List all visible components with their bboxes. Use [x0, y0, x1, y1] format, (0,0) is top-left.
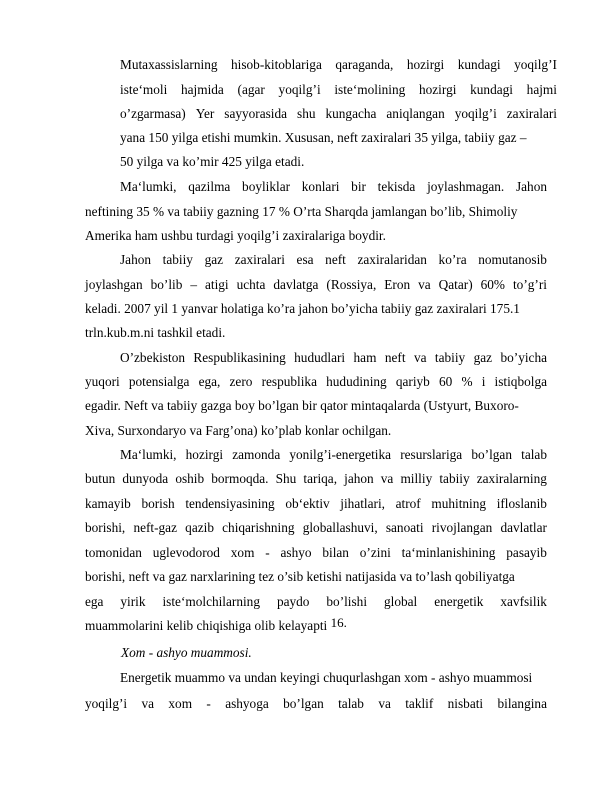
- word: talab: [338, 696, 364, 711]
- word: %: [461, 374, 473, 389]
- p5-line-7: [85, 594, 547, 610]
- word: yoqilg’i: [454, 106, 497, 121]
- word: energetik: [434, 594, 484, 609]
- word: neft: [325, 252, 346, 267]
- p5-line-4: [85, 520, 547, 536]
- word: yoqilg’i: [85, 696, 128, 711]
- word: yuqori: [85, 374, 120, 389]
- p6-line-2: [85, 696, 547, 712]
- word: muhitning: [431, 496, 487, 511]
- word: atigi: [204, 277, 229, 292]
- word: bo’yicha: [500, 350, 547, 365]
- word: yonilg’i-energetika: [289, 447, 392, 462]
- word: Qatar): [438, 277, 473, 292]
- word: zamonda: [232, 447, 281, 462]
- word: hozirgi: [185, 447, 224, 462]
- word: zaxiralaridan: [357, 252, 427, 267]
- word: bo’lishi: [326, 594, 368, 609]
- word: -: [206, 696, 211, 711]
- section-heading: Xom - ashyo muammosi.: [121, 645, 252, 660]
- word: to’g’ri: [512, 277, 547, 292]
- word: taklif: [405, 696, 434, 711]
- word: zaxiralari: [234, 252, 285, 267]
- p5-line-5: [85, 545, 547, 561]
- word: bo’lgan: [471, 447, 512, 462]
- word: kundagi: [457, 57, 501, 72]
- word: neft: [384, 350, 406, 365]
- word: o’zgarmasa): [120, 106, 186, 121]
- word: zero: [229, 374, 253, 389]
- p2-line-2: neftining 35 % va tabiiy gazning 17 % O’rta Sharqda jamlangan bo’lib, Shimoliy: [85, 204, 518, 219]
- word: hozirgi: [406, 57, 445, 72]
- word: ko’ra: [438, 252, 467, 267]
- p3-line-3: keladi. 2007 yil 1 yanvar holatiga ko’ra jahon bo’yicha tabiiy gaz zaxiralari 175.1: [85, 301, 520, 316]
- p2-line-1: [120, 179, 547, 195]
- word: Yer: [195, 106, 215, 121]
- word: uchta: [236, 277, 266, 292]
- word: sanoati: [385, 520, 424, 535]
- word: bo’lgan: [283, 696, 324, 711]
- word: 60: [439, 374, 453, 389]
- word: (Rossiya,: [326, 277, 377, 292]
- word: kamayib: [85, 496, 131, 511]
- word: O’zbekiston: [120, 350, 185, 365]
- word: bo’lib: [150, 277, 183, 292]
- word: va: [413, 350, 427, 365]
- word: hisob-kitoblariga: [231, 57, 322, 72]
- word: istiqbolga: [494, 374, 547, 389]
- word: yoqilg’I: [514, 57, 557, 72]
- word: kungacha: [325, 106, 377, 121]
- word: butun: [85, 471, 116, 486]
- word: va: [418, 277, 431, 292]
- word: Eron: [384, 277, 411, 292]
- word: nisbati: [447, 696, 484, 711]
- p3-line-2: [85, 277, 547, 293]
- word: iste‘molchilarning: [162, 594, 260, 609]
- word: borish: [141, 496, 175, 511]
- p5-line-2: [85, 471, 547, 487]
- word: borishi,: [85, 520, 126, 535]
- word: pasayib: [506, 545, 547, 560]
- word: hajmi: [526, 82, 557, 97]
- word: tabiiy: [439, 471, 470, 486]
- p1-line-2: [120, 82, 557, 98]
- word: hajmida: [180, 82, 224, 97]
- p4-line-1: [120, 350, 547, 366]
- p3-line-1: [120, 252, 547, 268]
- p5-line-6: borishi, neft va gaz narxlarining tez o’sib ketishi natijasida va to’lash qobiliyatga: [85, 569, 515, 584]
- word: ifloslanib: [496, 496, 547, 511]
- word: gaz: [204, 252, 224, 267]
- word: va: [378, 696, 391, 711]
- word: neft-gaz: [133, 520, 177, 535]
- word: xavfsilik: [500, 594, 547, 609]
- word: boyliklar: [242, 179, 291, 194]
- word: iste‘moli: [120, 82, 168, 97]
- word: bir: [351, 179, 366, 194]
- word: Jahon: [515, 179, 547, 194]
- word: jihatlari,: [340, 496, 385, 511]
- word: qazib: [185, 520, 214, 535]
- word: qariyb: [395, 374, 430, 389]
- word: dunyoda: [122, 471, 169, 486]
- p5-line-3: [85, 496, 547, 512]
- word: qazilma: [188, 179, 231, 194]
- word: ta‘minlanishining: [401, 545, 496, 560]
- word: (agar: [237, 82, 265, 97]
- word: yirik: [120, 594, 146, 609]
- word: –: [190, 277, 197, 292]
- word: oshib: [175, 471, 205, 486]
- word: bormoqda.: [211, 471, 269, 486]
- p4-line-3: egadir. Neft va tabiiy gazga boy bo’lgan bir qator mintaqalarda (Ustyurt, Buxoro-: [85, 398, 519, 413]
- word: respublika: [261, 374, 317, 389]
- word: shu: [297, 106, 316, 121]
- word: 60%: [480, 277, 505, 292]
- p4-line-4: Xiva, Surxondaryo va Farg’ona) ko’plab konlar ochilgan.: [85, 423, 392, 438]
- word: ega: [85, 594, 104, 609]
- word: konlari: [301, 179, 340, 194]
- word: jahon: [344, 471, 374, 486]
- word: bilangina: [497, 696, 547, 711]
- word: Ma‘lumki,: [120, 179, 177, 194]
- word: tendensiyasining: [185, 496, 275, 511]
- word: aniqlangan: [386, 106, 445, 121]
- word: Mutaxassislarning: [120, 57, 218, 72]
- word: nomutanosib: [478, 252, 547, 267]
- word: o’zini: [359, 545, 391, 560]
- word: ashyoga: [225, 696, 269, 711]
- word: tekisda: [377, 179, 416, 194]
- word: qaraganda,: [335, 57, 394, 72]
- word: Ma‘lumki,: [120, 447, 177, 462]
- word: gaz: [473, 350, 493, 365]
- word: talab: [521, 447, 547, 462]
- p5-line-1: [120, 447, 547, 463]
- word: iste‘molining: [334, 82, 406, 97]
- word: ob‘ektiv: [285, 496, 330, 511]
- word: zaxiralari: [506, 106, 557, 121]
- word: joylashmagan.: [427, 179, 505, 194]
- p1-line-4: yana 150 yilga etishi mumkin. Xususan, neft zaxiralari 35 yilga, tabiiy gaz –: [120, 130, 527, 145]
- word: tariqa,: [303, 471, 338, 486]
- word: i: [481, 374, 486, 389]
- word: hududlari: [294, 350, 346, 365]
- word: globallashuvi,: [302, 520, 378, 535]
- word: resurslariga: [400, 447, 463, 462]
- word: joylashgan: [85, 277, 143, 292]
- word: va: [141, 696, 155, 711]
- p1-line-1: [120, 57, 557, 73]
- word: paydo: [276, 594, 310, 609]
- word: uglevodorod: [152, 545, 220, 560]
- word: rivojlangan: [431, 520, 493, 535]
- word: tabiiy: [162, 252, 193, 267]
- word: potensialga: [128, 374, 190, 389]
- p2-line-3: Amerika ham ushbu turdagi yoqilg’i zaxiralariga boydir.: [85, 228, 386, 243]
- word: xom: [168, 696, 193, 711]
- footnote-reference: 16.: [330, 615, 347, 630]
- p4-line-2: [85, 374, 547, 390]
- word: Jahon: [120, 252, 152, 267]
- word: sayyorasida: [224, 106, 288, 121]
- word: Respublikasining: [193, 350, 286, 365]
- word: tabiiy: [434, 350, 466, 365]
- p1-line-5: 50 yilga va ko’mir 425 yilga etadi.: [120, 154, 305, 169]
- p5-line-8-text: muammolarini kelib chiqishiga olib kelayapti: [85, 618, 328, 633]
- word: hozirgi: [418, 82, 457, 97]
- word: zaxiralarning: [476, 471, 547, 486]
- word: atrof: [395, 496, 421, 511]
- word: global: [383, 594, 418, 609]
- word: milliy: [400, 471, 433, 486]
- word: ham: [353, 350, 377, 365]
- word: hududining: [326, 374, 387, 389]
- word: davlatga: [273, 277, 319, 292]
- word: -: [265, 545, 270, 560]
- word: xom: [230, 545, 255, 560]
- word: davlatlar: [500, 520, 547, 535]
- p1-line-3: [120, 106, 557, 122]
- word: bilan: [322, 545, 349, 560]
- word: Shu: [275, 471, 297, 486]
- word: yoqilg’i: [278, 82, 321, 97]
- word: tomonidan: [85, 545, 142, 560]
- p6-line-1: Energetik muammo va undan keyingi chuqurlashgan xom - ashyo muammosi: [120, 670, 533, 685]
- p3-line-4: trln.kub.m.ni tashkil etadi.: [85, 325, 226, 340]
- word: ega,: [198, 374, 221, 389]
- word: ashyo: [280, 545, 312, 560]
- word: kundagi: [470, 82, 513, 97]
- word: esa: [296, 252, 314, 267]
- word: chiqarishning: [222, 520, 295, 535]
- word: va: [380, 471, 394, 486]
- p5-line-8: [85, 615, 347, 634]
